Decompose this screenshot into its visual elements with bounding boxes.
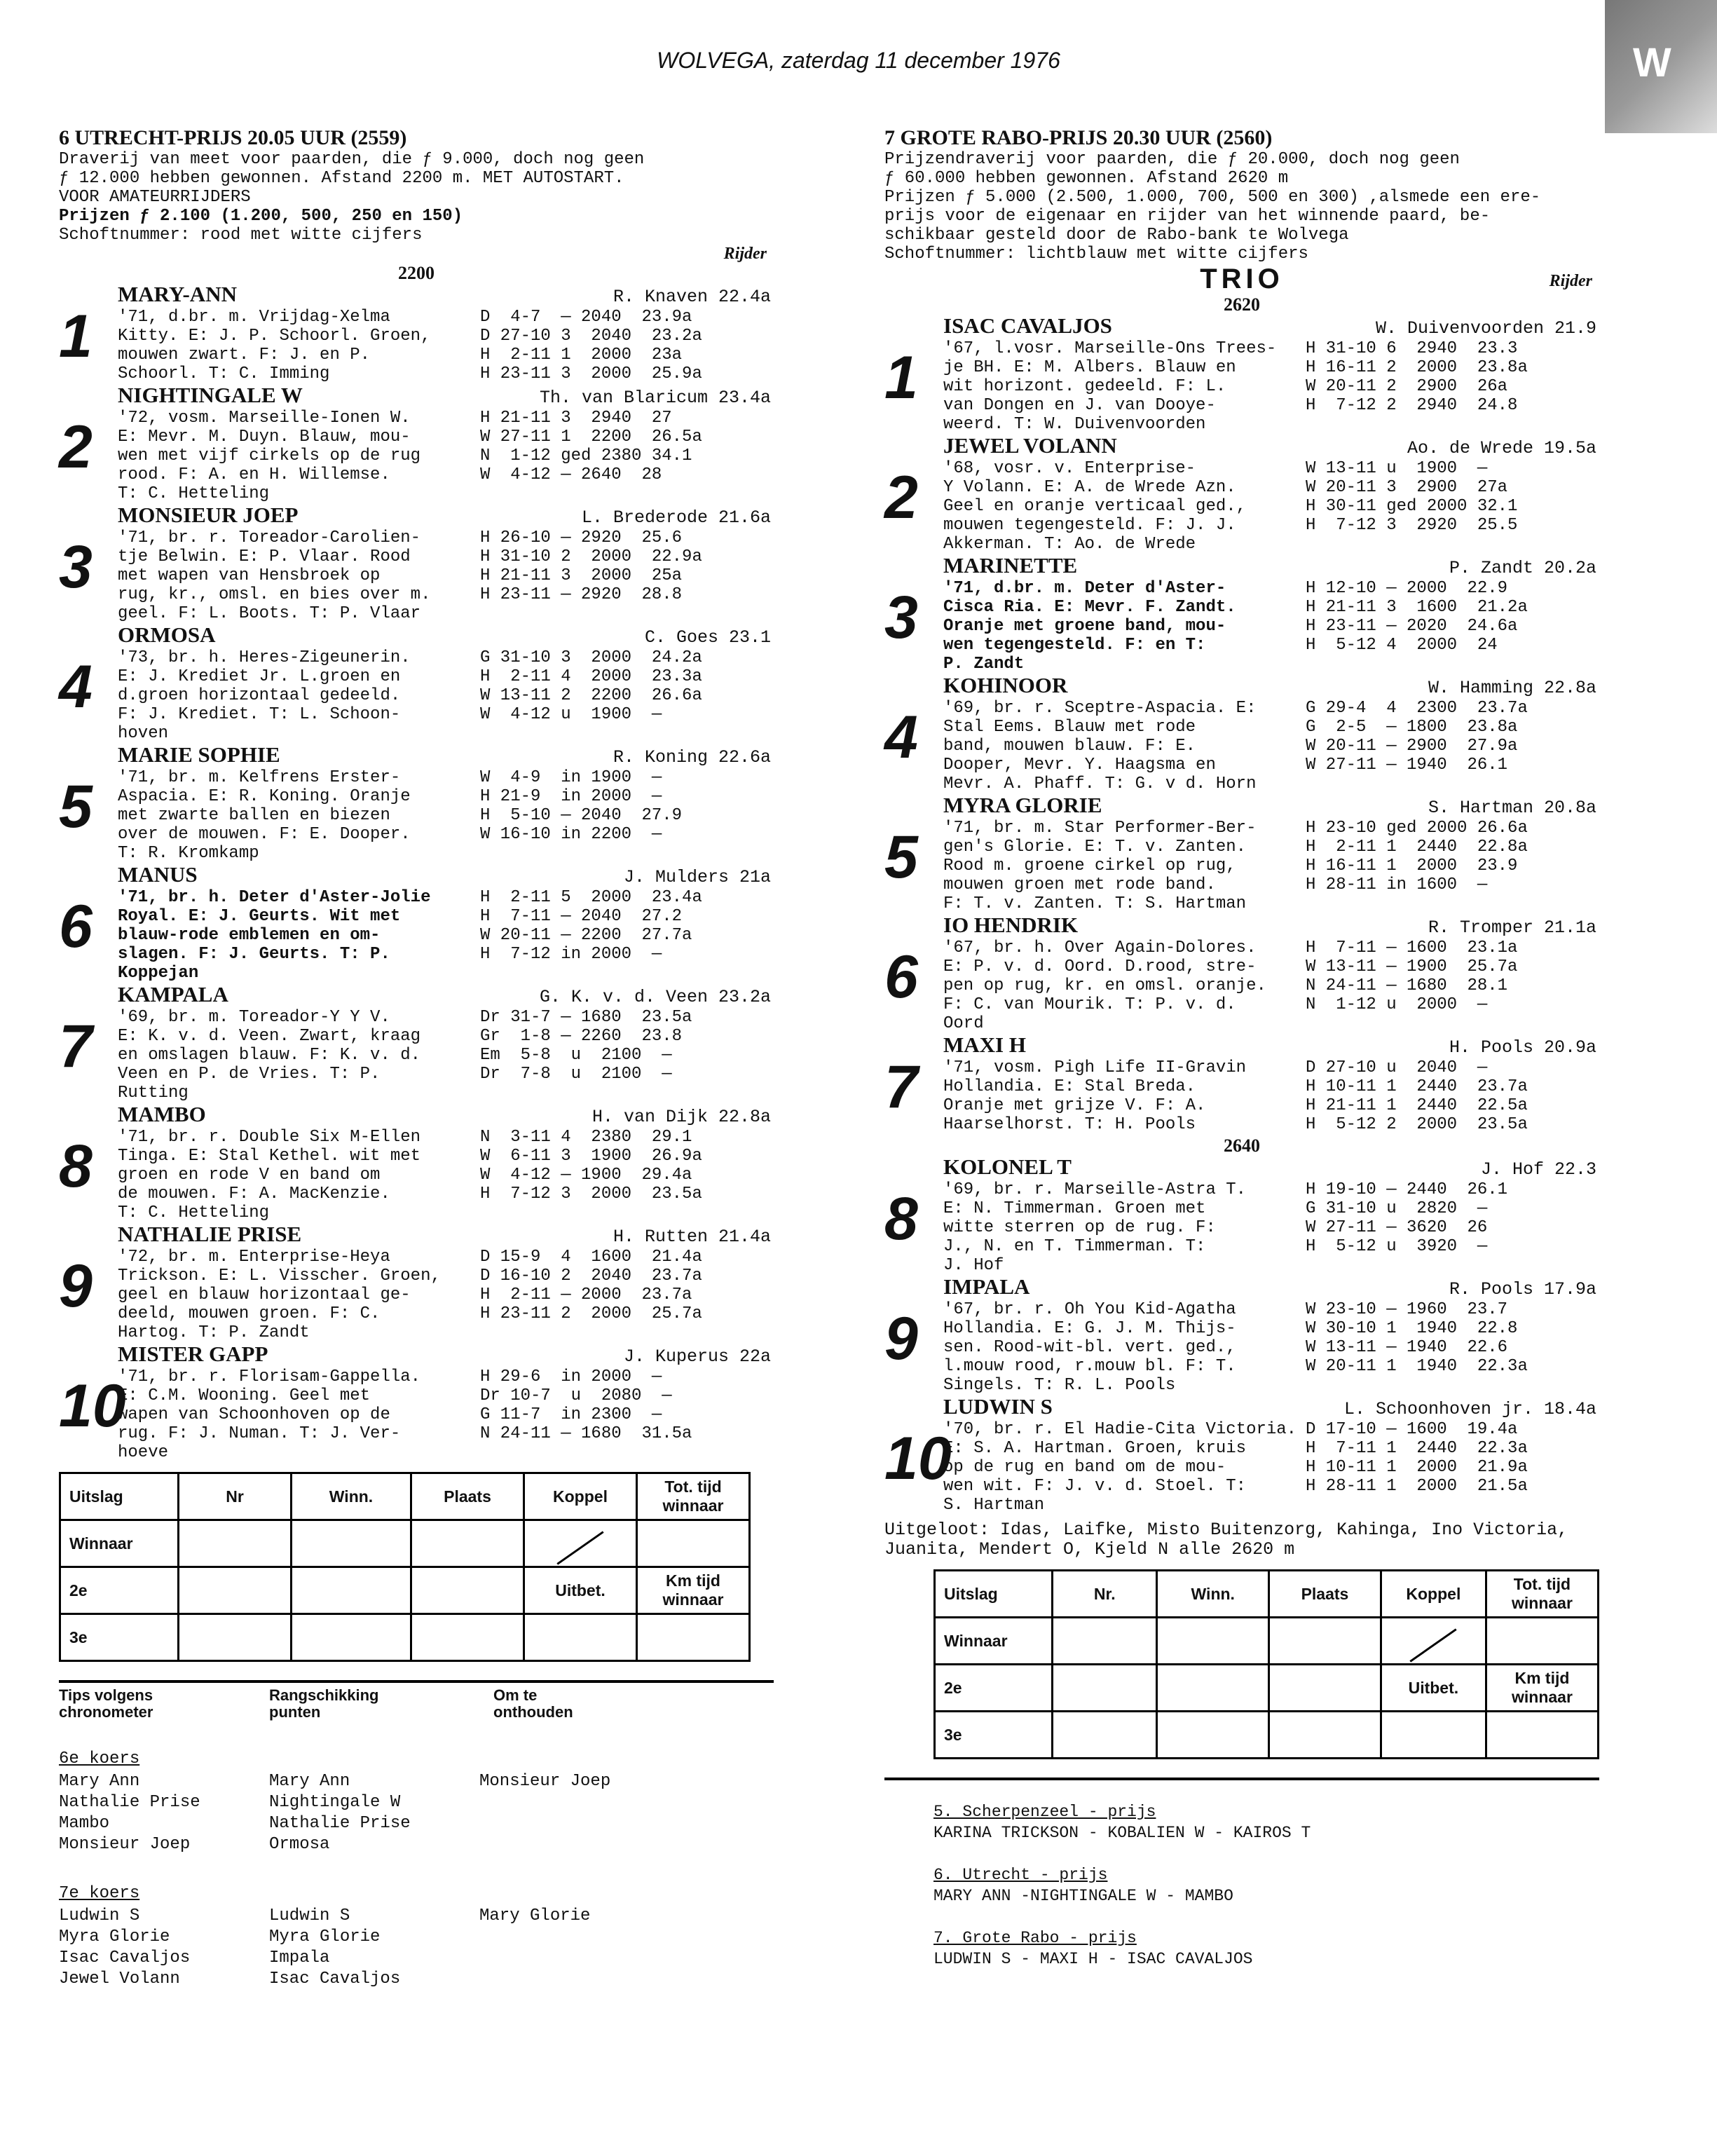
horse-entry: [59, 864, 774, 983]
horse-number: 8: [884, 1185, 918, 1253]
horse-description: '70, br. r. El Hadie-Cita Victoria. E: S. A. Hartman. Groen, kruis op de rug en band om de mou- wen wit. F: J. v. d. Stoel. T: S. Hartman: [943, 1420, 1297, 1515]
horse-description: '71, br. r. Toreador-Carolien- tje Belwin. E: P. Vlaar. Rood met wapen van Hensbroek op rug, kr., omsl. en bies over m. geel. F: L. Boots. T: P. Vlaar: [118, 528, 431, 623]
uitbet-label: Uitbet.: [524, 1567, 637, 1614]
tips-section-title: 6e koers: [59, 1749, 140, 1768]
result-table: [933, 1569, 1599, 1759]
horse-name-row: [118, 1224, 774, 1248]
saddle-number-info: Schoftnummer: rood met witte cijfers: [59, 226, 423, 245]
horse-name-row: [118, 1344, 774, 1367]
horse-number: 5: [59, 772, 93, 840]
horse-rider: J. Kuperus 22a: [623, 1346, 771, 1367]
horse-entry: [884, 1032, 1599, 1134]
horse-description: '71, br. r. Florisam-Gappella. E: C.M. Wooning. Geel met wapen van Schoonhoven op de rug. F: J. Numan. T: J. Ver- hoeve: [118, 1367, 421, 1462]
horse-performances: G 29-4 4 2300 23.7a G 2-5 — 1800 23.8a W 20-11 — 2900 27.9a W 27-11 — 1940 26.1: [1306, 699, 1528, 775]
tips-columns: [59, 1906, 774, 1990]
horse-name: LUDWIN S: [943, 1394, 1053, 1419]
horse-body: [943, 1180, 1599, 1275]
horse-name: MANUS: [118, 862, 198, 887]
result-cell[interactable]: [1269, 1665, 1381, 1712]
horse-name: MAXI H: [943, 1032, 1026, 1057]
tips-list: Mary Glorie: [479, 1906, 591, 1925]
rider-header: Rijder: [1549, 272, 1592, 290]
result-row-label: 3e: [60, 1614, 179, 1661]
horse-performances: H 2-11 5 2000 23.4a H 7-11 — 2040 27.2 W 20-11 — 2200 27.7a H 7-12 in 2000 —: [480, 888, 702, 964]
tips-header-col: Om te onthouden: [493, 1686, 573, 1721]
result-cell[interactable]: [292, 1614, 411, 1661]
distance-header: 2620: [1224, 294, 1260, 315]
horse-body: [118, 1128, 774, 1222]
horse-number: 10: [59, 1372, 126, 1440]
horse-number: 7: [59, 1012, 93, 1080]
horse-rider: L. Schoonhoven jr. 18.4a: [1343, 1399, 1596, 1419]
horse-body: [118, 648, 774, 743]
horse-name-row: [943, 675, 1599, 699]
horse-entry: [884, 315, 1599, 434]
horse-name: ORMOSA: [118, 622, 216, 647]
result-cell[interactable]: [179, 1520, 292, 1567]
horse-entry: [59, 622, 774, 743]
left-column: [59, 126, 774, 1990]
horse-number: 9: [884, 1304, 918, 1372]
horse-description: '71, br. h. Deter d'Aster-Jolie Royal. E: J. Geurts. Wit met blauw-rode emblemen en om- slagen. F: J. Geurts. T: P. Koppejan: [118, 888, 431, 983]
previous-result-title: 6. Utrecht - prijs: [933, 1866, 1108, 1884]
previous-result: [884, 1928, 1599, 1970]
horse-entry: [59, 505, 774, 623]
result-header-cell: Winn.: [1157, 1571, 1269, 1618]
horse-name: JEWEL VOLANN: [943, 433, 1117, 458]
result-cell[interactable]: [1157, 1712, 1269, 1759]
horse-performances: D 27-10 u 2040 — H 10-11 1 2440 23.7a H 21-11 1 2440 22.5a H 5-12 2 2000 23.5a: [1306, 1058, 1528, 1134]
result-header-cell: Tot. tijd winnaar: [637, 1473, 750, 1520]
tips-list: Monsieur Joep: [479, 1772, 611, 1791]
horse-name-row: [118, 864, 774, 888]
horse-performances: H 26-10 — 2920 25.6 H 31-10 2 2000 22.9a H 21-11 3 2000 25a H 23-11 — 2920 28.8: [480, 528, 702, 604]
slash-mark: [556, 1531, 603, 1564]
horse-rider: W. Hamming 22.8a: [1428, 678, 1596, 698]
horse-entry: [59, 1344, 774, 1462]
horse-rider: W. Duivenvoorden 21.9: [1375, 318, 1596, 339]
horse-performances: H 12-10 — 2000 22.9 H 21-11 3 1600 21.2a H 23-11 — 2020 24.6a H 5-12 4 2000 24: [1306, 579, 1528, 655]
result-header-cell: Winn.: [292, 1473, 411, 1520]
horse-performances: H 29-6 in 2000 — Dr 10-7 u 2080 — G 11-7 in 2300 — N 24-11 — 1680 31.5a: [480, 1367, 692, 1443]
horse-number: 4: [59, 653, 93, 721]
horse-name-row: [943, 915, 1599, 939]
tips-list: Mary Ann Nathalie Prise Mambo Monsieur Joep: [59, 1772, 200, 1854]
result-cell[interactable]: [1486, 1618, 1598, 1665]
uitbet-label: Uitbet.: [1381, 1665, 1486, 1712]
horse-description: '71, d.br. m. Vrijdag-Xelma Kitty. E: J. P. Schoorl. Groen, mouwen zwart. F: J. en P. Schoorl. T: C. Imming: [118, 308, 431, 383]
result-header-cell: Plaats: [1269, 1571, 1381, 1618]
horse-number: 4: [884, 703, 918, 771]
horse-body: [943, 1058, 1599, 1134]
race-conditions: Prijzendraverij voor paarden, die ƒ 20.000, doch nog geen ƒ 60.000 hebben gewonnen. Afstand 2620 m Prijzen ƒ 5.000 (2.500, 1.000, 700, 500 en 300) ,alsmede een ere- prijs voor de eigenaar en rijder van het winnende paard, be- schikbaar gesteld door de Rabo-bank te Wolvega: [884, 150, 1541, 245]
horse-number: 3: [884, 583, 918, 651]
horse-performances: W 4-9 in 1900 — H 21-9 in 2000 — H 5-10 — 2040 27.9 W 16-10 in 2200 —: [480, 768, 683, 844]
horse-body: [943, 1300, 1599, 1395]
tips-list: Mary Ann Nightingale W Nathalie Prise Ormosa: [269, 1772, 411, 1854]
horse-name-row: [118, 984, 774, 1008]
result-row-label: 2e: [60, 1567, 179, 1614]
result-header-cell: Nr.: [1053, 1571, 1157, 1618]
result-cell[interactable]: [1053, 1665, 1157, 1712]
result-header-cell: Koppel: [1381, 1571, 1486, 1618]
horse-description: '71, vosm. Pigh Life II-Gravin Hollandia. E: Stal Breda. Oranje met grijze V. F: A. Haarselhorst. T: H. Pools: [943, 1058, 1247, 1134]
horse-performances: N 3-11 4 2380 29.1 W 6-11 3 1900 26.9a W 4-12 — 1900 29.4a H 7-12 3 2000 23.5a: [480, 1128, 702, 1203]
horse-entry: [59, 984, 774, 1103]
horse-name: IO HENDRIK: [943, 913, 1079, 937]
horse-body: [118, 1008, 774, 1103]
horse-rider: J. Hof 22.3: [1480, 1159, 1596, 1180]
horse-name: NIGHTINGALE W: [118, 383, 303, 407]
horse-name-row: [118, 284, 774, 308]
horse-performances: H 31-10 6 2940 23.3 H 16-11 2 2000 23.8a W 20-11 2 2900 26a H 7-12 2 2940 24.8: [1306, 339, 1528, 415]
horse-description: '71, d.br. m. Deter d'Aster- Cisca Ria. E: Mevr. F. Zandt. Oranje met groene band, mou- wen tegengesteld. F: en T: P. Zandt: [943, 579, 1236, 674]
result-cell[interactable]: [1053, 1712, 1157, 1759]
horse-description: '67, br. r. Oh You Kid-Agatha Hollandia. E: G. J. M. Thijs- sen. Rood-wit-bl. vert. ged., l.mouw rood, r.mouw bl. F: T. Singels. T: R. L. Pools: [943, 1300, 1236, 1395]
horse-number: 6: [884, 943, 918, 1011]
tips-section-title: 7e koers: [59, 1884, 140, 1903]
horse-entry: [884, 1396, 1599, 1515]
horse-rider: H. van Dijk 22.8a: [591, 1107, 771, 1127]
horse-name-row: [943, 795, 1599, 819]
trio-label: TRIO: [1200, 264, 1284, 294]
horse-name: MYRA GLORIE: [943, 793, 1102, 817]
previous-result: [884, 1801, 1599, 1843]
result-cell[interactable]: [179, 1567, 292, 1614]
distance-header: 2200: [398, 263, 435, 283]
saddle-number-info: Schoftnummer: lichtblauw met witte cijfers: [884, 245, 1308, 264]
horse-name: KOHINOOR: [943, 673, 1068, 697]
result-cell[interactable]: [292, 1520, 411, 1567]
horse-body: [943, 459, 1599, 554]
tips-section: [59, 1749, 774, 1855]
horse-body: [943, 819, 1599, 913]
result-cell[interactable]: [1053, 1618, 1157, 1665]
horse-description: '69, br. r. Marseille-Astra T. E: N. Timmerman. Groen met witte sterren op de rug. F: J., N. en T. Timmerman. T: J. Hof: [943, 1180, 1247, 1275]
horse-entry: [884, 1276, 1599, 1395]
horse-name-row: [943, 1396, 1599, 1420]
horse-number: 9: [59, 1252, 93, 1320]
result-header-cell: Uitslag: [60, 1473, 179, 1520]
withdrawn-list: Uitgeloot: Idas, Laifke, Misto Buitenzorg, Kahinga, Ino Victoria, Juanita, Mendert O, Kjeld N alle 2620 m: [884, 1520, 1568, 1560]
page-header: WOLVEGA, zaterdag 11 december 1976: [657, 48, 1060, 73]
km-tijd-label: Km tijd winnaar: [637, 1567, 750, 1614]
horse-name: KOLONEL T: [943, 1154, 1072, 1179]
horse-rider: Ao. de Wrede 19.5a: [1407, 438, 1596, 458]
horse-performances: H 23-10 ged 2000 26.6a H 2-11 1 2440 22.8a H 16-11 1 2000 23.9 H 28-11 in 1600 —: [1306, 819, 1528, 894]
horse-entry: [59, 1104, 774, 1222]
horse-performances: H 21-11 3 2940 27 W 27-11 1 2200 26.5a N 1-12 ged 2380 34.1 W 4-12 — 2640 28: [480, 409, 702, 484]
horse-entry: [884, 795, 1599, 913]
result-cell[interactable]: [1486, 1712, 1598, 1759]
result-cell[interactable]: [1381, 1712, 1486, 1759]
horse-rider: R. Pools 17.9a: [1449, 1279, 1596, 1299]
horse-performances: W 13-11 u 1900 — W 20-11 3 2900 27a H 30-11 ged 2000 32.1 H 7-12 3 2920 25.5: [1306, 459, 1518, 535]
horse-performances: G 31-10 3 2000 24.2a H 2-11 4 2000 23.3a W 13-11 2 2200 26.6a W 4-12 u 1900 —: [480, 648, 702, 724]
result-cell[interactable]: [411, 1614, 524, 1661]
race-conditions: Draverij van meet voor paarden, die ƒ 9.000, doch nog geen ƒ 12.000 hebben gewonnen. Afstand 2200 m. MET AUTOSTART. VOOR AMATEURRIJDERS: [59, 150, 645, 207]
horse-description: '73, br. h. Heres-Zigeunerin. E: J. Krediet Jr. L.groen en d.groen horizontaal gedeeld. F: J. Krediet. T: L. Schoon- hoven: [118, 648, 411, 743]
horse-body: [943, 939, 1599, 1033]
tips-columns: [59, 1771, 774, 1855]
previous-result-title: 5. Scherpenzeel - prijs: [933, 1803, 1156, 1821]
horse-description: '69, br. r. Sceptre-Aspacia. E: Stal Eems. Blauw met rode band, mouwen blauw. F: E. Dooper, Mevr. Y. Haagsma en Mevr. A. Phaff. T: G. v d. Horn: [943, 699, 1257, 793]
horse-body: [118, 1248, 774, 1342]
horse-number: 10: [884, 1424, 952, 1492]
horse-rider: J. Mulders 21a: [623, 867, 771, 887]
horse-body: [943, 579, 1599, 674]
horse-entry: [884, 915, 1599, 1033]
horse-name-row: [943, 555, 1599, 579]
result-cell[interactable]: [292, 1567, 411, 1614]
horse-name-row: [118, 744, 774, 768]
divider: [884, 1778, 1599, 1780]
horse-number: 7: [884, 1053, 918, 1121]
horse-performances: Dr 31-7 — 1680 23.5a Gr 1-8 — 2260 23.8 Em 5-8 u 2100 — Dr 7-8 u 2100 —: [480, 1008, 692, 1084]
horse-rider: R. Tromper 21.1a: [1428, 917, 1596, 938]
result-cell[interactable]: [524, 1520, 637, 1567]
horse-body: [943, 339, 1599, 434]
horse-body: [118, 768, 774, 863]
horse-entry: [59, 385, 774, 503]
previous-result-text: KARINA TRICKSON - KOBALIEN W - KAIROS T: [933, 1824, 1311, 1842]
horse-rider: R. Koning 22.6a: [613, 747, 771, 767]
horse-name: MONSIEUR JOEP: [118, 503, 299, 527]
tips-section: [59, 1883, 774, 1990]
horse-description: '71, br. m. Kelfrens Erster- Aspacia. E: R. Koning. Oranje met zwarte ballen en biezen over de mouwen. F: E. Dooper. T: R. Kromkamp: [118, 768, 411, 863]
horse-entry: [884, 555, 1599, 674]
horse-name-row: [118, 505, 774, 528]
horse-description: '72, vosm. Marseille-Ionen W. E: Mevr. M. Duyn. Blauw, mou- wen met vijf cirkels op de rug rood. F: A. en H. Willemse. T: C. Hetteling: [118, 409, 421, 503]
horse-rider: S. Hartman 20.8a: [1428, 798, 1596, 818]
result-row-label: Winnaar: [935, 1618, 1053, 1665]
horse-description: '71, br. m. Star Performer-Ber- gen's Glorie. E: T. v. Zanten. Rood m. groene cirkel op rug, mouwen groen met rode band. F: T. v. Zanten. T: S. Hartman: [943, 819, 1257, 913]
previous-result-text: MARY ANN -NIGHTINGALE W - MAMBO: [933, 1887, 1233, 1905]
result-cell[interactable]: [411, 1520, 524, 1567]
horse-name: ISAC CAVALJOS: [943, 313, 1112, 338]
horse-description: '67, br. h. Over Again-Dolores. E: P. v. d. Oord. D.rood, stre- pen op rug, kr. en omsl. oranje. F: C. van Mourik. T: P. v. d. Oord: [943, 939, 1266, 1033]
horse-entry: [884, 675, 1599, 793]
horse-name: MARY-ANN: [118, 282, 237, 306]
horse-name-row: [943, 435, 1599, 459]
horse-entry: [59, 1224, 774, 1342]
horse-body: [118, 888, 774, 983]
horse-performances: H 7-11 — 1600 23.1a W 13-11 — 1900 25.7a N 24-11 — 1680 28.1 N 1-12 u 2000 —: [1306, 939, 1518, 1014]
horse-body: [943, 1420, 1599, 1515]
horse-body: [118, 409, 774, 503]
horse-name: MARINETTE: [943, 553, 1078, 578]
horse-entry: [884, 1154, 1599, 1275]
km-tijd-label: Km tijd winnaar: [1486, 1665, 1598, 1712]
horse-rider: G. K. v. d. Veen 23.2a: [539, 987, 771, 1007]
horse-name-row: [943, 315, 1599, 339]
result-row-label: 3e: [935, 1712, 1053, 1759]
right-column: [884, 126, 1599, 1970]
result-header-cell: Plaats: [411, 1473, 524, 1520]
previous-result: [884, 1864, 1599, 1906]
horse-name: NATHALIE PRISE: [118, 1222, 302, 1246]
page-badge: [1605, 0, 1717, 133]
result-cell[interactable]: [411, 1567, 524, 1614]
rider-header: Rijder: [723, 245, 767, 263]
result-header-cell: Uitslag: [935, 1571, 1053, 1618]
horse-number: 1: [59, 303, 93, 370]
horse-performances: D 15-9 4 1600 21.4a D 16-10 2 2040 23.7a H 2-11 — 2000 23.7a H 23-11 2 2000 25.7a: [480, 1248, 702, 1323]
horse-number: 6: [59, 892, 93, 960]
result-row-label: 2e: [935, 1665, 1053, 1712]
horse-rider: P. Zandt 20.2a: [1449, 558, 1596, 578]
horse-name-row: [118, 1104, 774, 1128]
horse-performances: D 4-7 — 2040 23.9a D 27-10 3 2040 23.2a H 2-11 1 2000 23a H 23-11 3 2000 25.9a: [480, 308, 702, 383]
horse-name-row: [943, 1276, 1599, 1300]
previous-result-text: LUDWIN S - MAXI H - ISAC CAVALJOS: [933, 1950, 1253, 1968]
tips-list: Ludwin S Myra Glorie Impala Isac Cavaljos: [269, 1906, 401, 1988]
horse-entry: [59, 744, 774, 863]
result-header-cell: Koppel: [524, 1473, 637, 1520]
result-header-cell: Nr: [179, 1473, 292, 1520]
horse-performances: W 23-10 — 1960 23.7 W 30-10 1 1940 22.8 W 13-11 — 1940 22.6 W 20-11 1 1940 22.3a: [1306, 1300, 1528, 1376]
result-header-cell: Tot. tijd winnaar: [1486, 1571, 1598, 1618]
horse-name: MARIE SOPHIE: [118, 742, 280, 767]
horse-name: IMPALA: [943, 1274, 1030, 1299]
horse-body: [118, 1367, 774, 1462]
horse-performances: H 19-10 — 2440 26.1 G 31-10 u 2820 — W 27-11 — 3620 26 H 5-12 u 3920 —: [1306, 1180, 1508, 1256]
horse-number: 3: [59, 533, 93, 601]
badge-letter: W: [1633, 40, 1671, 86]
horse-name: KAMPALA: [118, 982, 228, 1007]
tips-header-col: Tips volgens chronometer: [59, 1686, 153, 1721]
result-cell[interactable]: [179, 1614, 292, 1661]
result-cell[interactable]: [1381, 1618, 1486, 1665]
horse-body: [118, 528, 774, 623]
horse-rider: R. Knaven 22.4a: [613, 287, 771, 307]
previous-result-title: 7. Grote Rabo - prijs: [933, 1929, 1137, 1947]
slash-mark: [1410, 1628, 1457, 1662]
horse-name: MAMBO: [118, 1102, 206, 1126]
horse-rider: H. Pools 20.9a: [1449, 1037, 1596, 1058]
result-cell[interactable]: [1269, 1618, 1381, 1665]
horse-name-row: [118, 622, 774, 648]
result-table: [59, 1472, 751, 1662]
horse-rider: H. Rutten 21.4a: [613, 1227, 771, 1247]
result-cell[interactable]: [1157, 1618, 1269, 1665]
result-cell[interactable]: [524, 1614, 637, 1661]
horse-body: [118, 308, 774, 383]
tips-header: [59, 1687, 774, 1721]
horse-description: '71, br. r. Double Six M-Ellen Tinga. E: Stal Kethel. wit met groen en rode V en band om de mouwen. F: A. MacKenzie. T: C. Hetteling: [118, 1128, 421, 1222]
horse-description: '69, br. m. Toreador-Y Y V. E: K. v. d. Veen. Zwart, kraag en omslagen blauw. F: K. v. d. Veen en P. de Vries. T: P. Rutting: [118, 1008, 421, 1103]
horse-entry: [884, 435, 1599, 554]
horse-description: '72, br. m. Enterprise-Heya Trickson. E: L. Visscher. Groen, geel en blauw horizontaal ge- deeld, mouwen groen. F: C. Hartog. T: P. Zandt: [118, 1248, 441, 1342]
result-cell[interactable]: [637, 1520, 750, 1567]
result-cell[interactable]: [1269, 1712, 1381, 1759]
race-title: 7 GROTE RABO-PRIJS 20.30 UUR (2560): [884, 126, 1273, 149]
distance-header-2640: 2640: [1224, 1135, 1260, 1156]
horse-rider: L. Brederode 21.6a: [581, 507, 771, 528]
horse-number: 2: [59, 413, 93, 481]
result-cell[interactable]: [637, 1614, 750, 1661]
right-table-wrap: [884, 1569, 1599, 1759]
horse-number: 2: [884, 463, 918, 531]
trio-row: [884, 264, 1599, 294]
horse-performances: D 17-10 — 1600 19.4a H 7-11 1 2440 22.3a H 10-11 1 2000 21.9a H 28-11 1 2000 21.5a: [1306, 1420, 1528, 1496]
horse-entry: [59, 284, 774, 383]
horse-body: [943, 699, 1599, 793]
horse-number: 5: [884, 823, 918, 891]
horse-name-row: [943, 1154, 1599, 1180]
horse-description: '67, l.vosr. Marseille-Ons Trees- je BH. E: M. Albers. Blauw en wit horizont. gedeeld. F: L. van Dongen en J. van Dooye- weerd. T: W. Duivenvoorden: [943, 339, 1277, 434]
horse-name: MISTER GAPP: [118, 1342, 268, 1366]
horse-rider: Th. van Blaricum 23.4a: [539, 388, 771, 408]
result-row-label: Winnaar: [60, 1520, 179, 1567]
horse-name-row: [118, 385, 774, 409]
divider: [59, 1680, 774, 1683]
tips-header-col: Rangschikking punten: [269, 1686, 379, 1721]
horse-description: '68, vosr. v. Enterprise- Y Volann. E: A. de Wrede Azn. Geel en oranje verticaal ged., mouwen tegengesteld. F: J. J. Akkerman. T: Ao. de Wrede: [943, 459, 1247, 554]
race-title: 6 UTRECHT-PRIJS 20.05 UUR (2559): [59, 126, 407, 149]
race-prizes: Prijzen ƒ 2.100 (1.200, 500, 250 en 150): [59, 207, 463, 226]
horse-name-row: [943, 1032, 1599, 1058]
horse-rider: C. Goes 23.1: [644, 627, 771, 648]
tips-list: Ludwin S Myra Glorie Isac Cavaljos Jewel Volann: [59, 1906, 191, 1988]
result-cell[interactable]: [1157, 1665, 1269, 1712]
horse-number: 8: [59, 1132, 93, 1200]
horse-number: 1: [884, 343, 918, 411]
